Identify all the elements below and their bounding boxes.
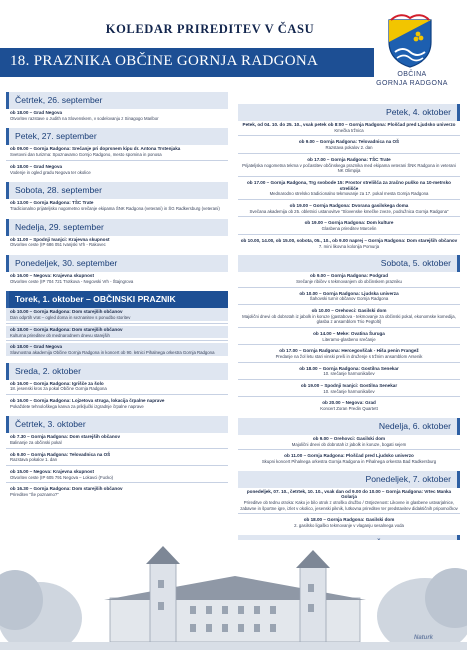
event-time-place: Petek, od 04. 10. do 25. 10., vsak petek ob 8:00 – Gornja Radgona: Ploščad pred Ljudsko univerzo <box>242 122 456 127</box>
event-description: 7. mini likovna kolonija Pomurja <box>318 243 380 249</box>
event-item <box>6 485 228 497</box>
event-time-place: ob 16.00 – Gornja Radgona: Lojzetova struga, lokacija črpalne naprave <box>10 397 165 403</box>
municipality-name <box>372 70 452 88</box>
event-description: Svečana akademija ob 25. obletnici ustanovitve “Slovenske kmečke zveze, podružnica Gornja Radgona” <box>249 208 449 214</box>
event-time-place: ob 9.00 – Gornja Radgona: Telovadnica na OŠ <box>298 139 400 145</box>
event-divider <box>238 304 460 305</box>
event-item <box>6 468 228 480</box>
event-time-place: ob 13.00 – Gornja Radgona: TŠC Trate <box>10 200 94 206</box>
event-description: Balinanje za občinski pokal <box>10 440 62 446</box>
event-divider <box>238 379 460 380</box>
event-divider <box>238 449 460 450</box>
event-divider <box>238 176 460 177</box>
section-gap <box>6 284 228 291</box>
event-time-place: ob 16.00 – Gornja Radgona: Igrišče za šolo <box>10 380 104 386</box>
event-divider <box>238 344 460 345</box>
event-item <box>238 156 460 174</box>
event-item <box>238 307 460 325</box>
event-item <box>238 330 460 342</box>
event-item <box>6 343 228 355</box>
banner-title: 18. PRAZNIKA OBČINE GORNJA RADGONA <box>10 53 319 69</box>
event-time-place: ob 19.00 – Spodnji Ivanjci: Gostilna Senekar <box>300 383 398 389</box>
event-time-place: ob 20.00 – Negova: Grad <box>322 400 376 406</box>
event-divider <box>6 482 228 483</box>
event-description: Koncert Zoran Predin Quartett <box>320 406 378 412</box>
event-time-place: ob 18.00 – Grad Negova <box>10 163 63 169</box>
event-description: Otvoritev ceste (IP 686 051 Ivanjski Vrh - Rakovec <box>10 242 106 248</box>
event-time-place: ob 10.00 – Gornja Radgona: Dom starejših občanov <box>10 309 123 315</box>
event-divider <box>6 448 228 449</box>
event-description: Pokaždete tehnološkega kanva za priključki izgradnje črpalne naprave <box>10 403 144 409</box>
day-heading: Sobota, 28. september <box>6 182 228 199</box>
page-title: KOLEDAR PRIREDITEV V ČASU <box>105 22 315 36</box>
event-time-place: ob 14.00 – Meke: Ovatina Šuruga <box>313 330 385 336</box>
event-description: Šahovski turnir občanov Gornja Radgona <box>309 296 389 302</box>
event-item <box>238 138 460 150</box>
event-description: Razstava pokalov 1. dan <box>10 457 58 463</box>
event-description: Otvoritev ceste (IP 704 721 Trotkova - Negovski Vrh - Štajngrova <box>10 278 134 284</box>
event-item <box>238 452 460 464</box>
event-time-place: ponedeljek, 07. 10., četrtek, 10. 10., vsak dan od 9.00 do 10.00 – Gornja Radgona: Vrtec Manka Golarja <box>246 488 452 500</box>
event-item <box>238 435 460 447</box>
event-time-place: ob 9.00 – Gornja Radgona: Telovadnica na OŠ <box>10 451 111 457</box>
event-description: Tradicionalno prijateljsko nogometno srečanje ekipama ŠNK Radgona (veterani) in ŠG Radkersburg (veterani) <box>10 205 220 211</box>
event-description: Majolični dnevi ob dobrotah iz jabolk in koruze, bogati sejem <box>291 441 407 447</box>
event-description: Svetovni dan turizma: Spoznavamo Gornjo Radgono, mesto spomina in ponosa <box>10 152 162 158</box>
event-description: Predanje na žol letu stari vinski preši in druženje s tržnim ansamblom Arsenik <box>275 354 423 360</box>
event-time-place: ob 16.00 – Negova: Krajevna skupnost <box>10 272 94 278</box>
event-description: Majolični dnevi ob dobrotah iz jabolk in koruze (gastabova - tekmovanje za občinski pokal, ekonomske komedija, glasba z ansamblom Trio Pegtolti) <box>242 313 456 325</box>
event-item <box>238 382 460 394</box>
event-time-place: ob 17.00 – Gornja Radgona, Trg svobode 15: Prostor strelišča za zračno puško na 10-metrsko strelišče <box>247 179 451 191</box>
title-banner <box>0 48 374 77</box>
day-heading: Petek, 27. september <box>6 128 228 145</box>
event-item <box>238 488 460 512</box>
event-time-place: ob 9.00 – Orehovci: Gasilski dom <box>312 435 386 441</box>
day-heading: Torek, 1. oktober – OBČINSKI PRAZNIK <box>6 291 228 308</box>
municipality-crest-icon <box>383 12 437 68</box>
event-item <box>238 237 460 249</box>
day-heading: Ponedeljek, 7. oktober <box>238 471 460 488</box>
event-time-place: ob 19.00 – Gornja Radgona: Dom kulture <box>304 220 394 226</box>
day-heading: Četrtek, 3. oktober <box>6 416 228 433</box>
event-description: Kmečka tržnica <box>334 127 364 133</box>
event-item <box>6 145 228 157</box>
section-gap <box>6 175 228 182</box>
event-divider <box>238 153 460 154</box>
event-description: Mednarodno strelsko tradicionalno tekmovanje za 17. pokal mesta Gornja Radgona <box>269 191 429 197</box>
event-time-place: ob 11.00 – Gornja Radgona: Ploščad pred Ljudsko univerzo <box>284 453 414 459</box>
event-time-place: ob 15.00 – Negova: Krajevna skupnost <box>10 469 94 475</box>
event-item <box>238 121 460 133</box>
castle-illustration <box>0 540 467 650</box>
event-divider <box>6 465 228 466</box>
event-time-place: ob 18.00 – Grad Negova <box>10 344 63 350</box>
day-heading: Sreda, 2. oktober <box>6 363 228 380</box>
section-gap <box>6 248 228 255</box>
event-time-place: ob 7.30 – Gornja Radgona: Dom starejših občanov <box>10 434 121 440</box>
event-item <box>6 236 228 248</box>
event-divider <box>238 327 460 328</box>
event-description: 10. srečanje harmonikašev <box>323 388 375 394</box>
event-time-place: ob 19.00 – Gornja Radgona: Dvorana gasilskega doma <box>289 202 409 208</box>
event-item <box>6 326 228 338</box>
event-divider <box>6 394 228 395</box>
event-item <box>6 308 228 320</box>
event-description: Literarno-glasbeno srečanje <box>322 336 376 342</box>
event-time-place: ob 18.00 – Gornja Radgona: Gostilna Senekar <box>299 365 399 371</box>
event-divider <box>6 160 228 161</box>
event-time-place: ob 17.00 – Gornja Radgona: Hercegovščak - Hiša penin Frangež <box>279 348 419 354</box>
event-description: 2. gasilsko ligaško tekmovanje v vlaganju sesalnega voda <box>294 523 404 529</box>
event-description: Glasbena prireditev Marcelin <box>321 226 377 232</box>
section-gap <box>6 409 228 416</box>
event-divider <box>238 513 460 514</box>
event-description: Dan odprtih vrat – ogled doma in seznanitev s ponudbo storitev <box>10 315 131 321</box>
event-description: Kulturna prireditev ob mednarodnem dnevu starejših <box>10 332 110 338</box>
event-divider <box>238 234 460 235</box>
event-description: Srečanje ribičev s tekmovanjem ob občinskem prazniku <box>296 278 402 284</box>
event-time-place: ob 18.00 – Gornja Radgona: Gasilski dom <box>303 517 395 523</box>
event-divider <box>6 323 228 324</box>
day-heading: Ponedeljek, 30. september <box>6 255 228 272</box>
event-item <box>238 516 460 528</box>
municipality-line-2: GORNJA RADGONA <box>376 80 448 87</box>
event-item <box>238 219 460 231</box>
event-description: Otvoritev razstave o Judith na Slovenskem, v sodelovanju z Sinagogo Maribor <box>10 115 159 121</box>
watermark-logo: Naturk <box>414 635 434 641</box>
event-item <box>6 163 228 175</box>
section-gap <box>6 212 228 219</box>
event-divider <box>238 287 460 288</box>
event-divider <box>238 199 460 200</box>
day-heading: Četrtek, 26. september <box>6 92 228 109</box>
event-divider <box>238 362 460 363</box>
event-item <box>238 272 460 284</box>
event-description: Vodenje in ogled gradu Negova ter okolice <box>10 169 91 175</box>
event-item <box>238 399 460 411</box>
municipality-line-1: OBČINA <box>397 71 427 78</box>
event-item <box>6 451 228 463</box>
event-item <box>6 433 228 445</box>
schedule-left-column <box>6 92 228 498</box>
event-item <box>6 272 228 284</box>
event-time-place: ob 16.30 – Gornja Radgona: Dom starejših občanov <box>10 486 123 492</box>
event-item <box>238 202 460 214</box>
event-description: Skupni koncert Pihalnega orkestra Gornja Radgona in Pihalnega orkestra Bad Radkersburg <box>261 459 437 465</box>
event-time-place: ob 18.00 – Grad Negova <box>10 110 63 115</box>
event-divider <box>238 135 460 136</box>
event-description: Otvoritev ceste (IP 605 791 Negova – Lokavci (Fucko) <box>10 474 114 480</box>
event-description: 10. srečanje harmonikašev <box>323 371 375 377</box>
day-heading: Nedelja, 29. september <box>6 219 228 236</box>
event-time-place: ob 9.00 – Gornja Radgona: Podgrad <box>309 273 389 279</box>
event-divider <box>6 340 228 341</box>
event-time-place: ob 17.00 – Gornja Radgona: TŠC Trate <box>307 156 391 162</box>
event-item <box>238 179 460 197</box>
event-item <box>6 109 228 121</box>
event-description: 18. jesenski kros za pokal Občine Gornja Radgona <box>10 386 107 392</box>
event-item <box>238 365 460 377</box>
event-time-place: ob 10.00 – Orehovci: Gasilski dom <box>311 307 387 313</box>
event-description: Slavnostna akademija Občine Gornja Radgona in koncert ob 90. letnici Pihalnega orkestra Gornja Radgona <box>10 349 215 355</box>
event-item <box>6 199 228 211</box>
event-item <box>6 380 228 392</box>
section-gap <box>6 356 228 363</box>
event-item <box>238 290 460 302</box>
day-heading: Sobota, 5. oktober <box>238 255 460 272</box>
event-description: Razstava pokalov 2. dan <box>325 145 373 151</box>
section-gap <box>6 121 228 128</box>
event-item <box>6 397 228 409</box>
event-time-place: ob 10.00, 14.00, ob 15.00, sobota, 05., 10., ob 9.00 naprej – Gornja Radgona: Dom starejših občanov <box>240 237 458 243</box>
event-description: Prireditev “Še poznamo?” <box>10 492 59 498</box>
event-time-place: ob 11.00 – Spodnji Ivanjci: Krajevna skupnost <box>10 236 110 242</box>
schedule-right-column <box>238 104 460 564</box>
day-heading: Petek, 4. oktober <box>238 104 460 121</box>
day-heading: Nedelja, 6. oktober <box>238 418 460 435</box>
event-divider <box>238 396 460 397</box>
event-time-place: ob 10.00 – Gornja Radgona: Ljudska univerza <box>299 290 399 296</box>
event-description: Prijateljska nogometna tekma v počastitev občinskega praznika med ekipama veterani ŠNK Radgona in veterani NK Olimpija <box>242 162 456 174</box>
event-divider <box>238 216 460 217</box>
event-item <box>238 347 460 359</box>
event-time-place: ob 09.00 – Gornja Radgona: Srečanje pri doprsnem kipu dr. Antona Trstenjaka <box>10 146 181 152</box>
event-description: Prireditve ob tednu otroka: Kako je bilo otrok z otroško družbo / Ostjezenost: Likovne in glasbene ustvarjalnice, zabavne in športne igre, izlet v okolico, jesenski piknik, lutkovna prireditev ter predstavitev didaktičnih pripomočkov <box>240 500 458 511</box>
event-time-place: ob 18.00 – Gornja Radgona: Dom starejših občanov <box>10 326 123 332</box>
